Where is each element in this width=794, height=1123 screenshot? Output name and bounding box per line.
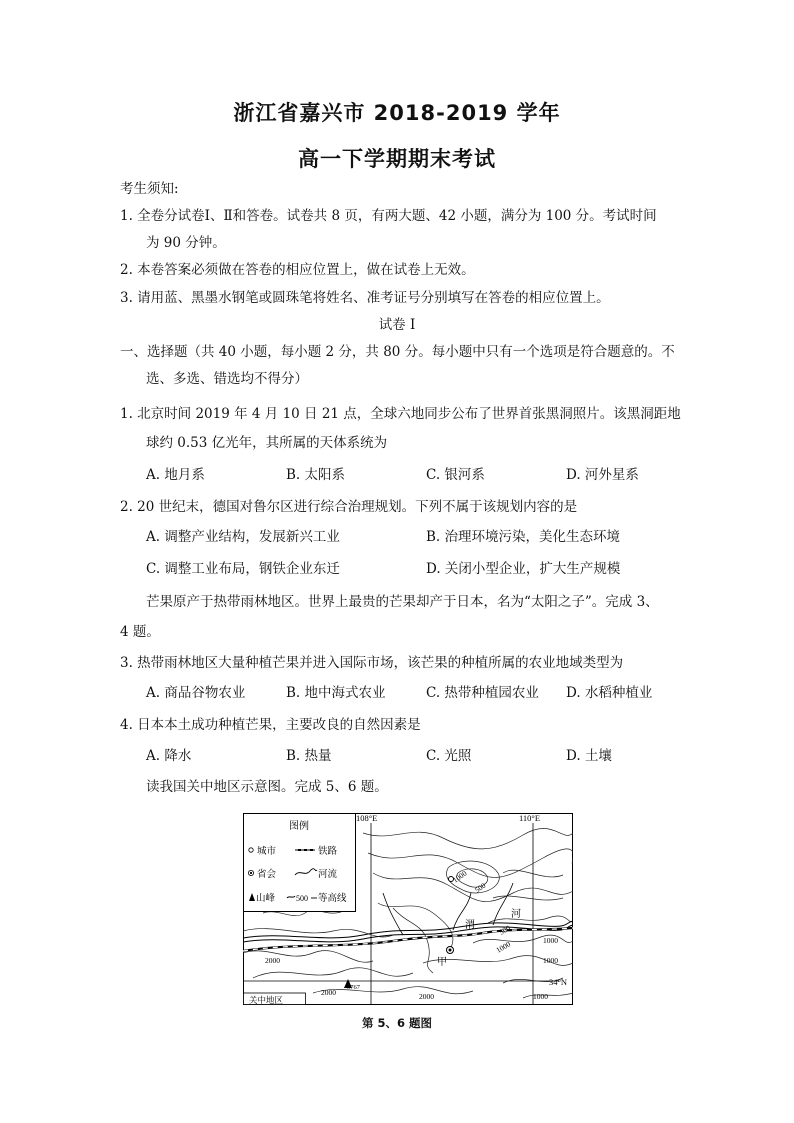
contour-value: 1000 [543, 936, 558, 945]
lat-34-label: 34°N [549, 977, 568, 987]
contour-value: 500 [497, 923, 512, 937]
q3-option-d: D. 水稻种植业 [566, 685, 653, 701]
question-4: 4. 日本本土成功种植芒果，主要改良的自然因素是 [120, 717, 421, 733]
q3-option-b: B. 地中海式农业 [286, 685, 386, 701]
q4-option-d: D. 土壤 [566, 748, 612, 764]
q1-option-a: A. 地月系 [146, 467, 205, 483]
notice-item-2: 2. 本卷答案必须做在答卷的相应位置上，做在试卷上无效。 [120, 262, 475, 278]
lon-108-label: 108°E [356, 813, 378, 823]
question-5-6-stem: 读我国关中地区示意图。完成 5、6 题。 [146, 779, 388, 795]
q2-option-b: B. 治理环境污染，美化生态环境 [426, 529, 621, 545]
legend-capital-label: 省会 [257, 870, 277, 880]
question-3: 3. 热带雨林地区大量种植芒果并进入国际市场，该芒果的种植所属的农业地域类型为 [120, 655, 624, 671]
q3-option-a: A. 商品谷物农业 [146, 685, 246, 701]
question-2: 2. 20 世纪末，德国对鲁尔区进行综合治理规划。下列不属于该规划内容的是 [120, 499, 578, 515]
legend-peak-label: 山峰 [256, 894, 276, 904]
q1-option-c: C. 银河系 [426, 467, 485, 483]
q4-option-b: B. 热量 [286, 748, 332, 764]
contour-value: 1000 [533, 992, 548, 1001]
question-3-4-stem: 芒果原产于热带雨林地区。世界上最贵的芒果却产于日本，名为“太阳之子”。完成 3、 [146, 594, 659, 610]
notice-item-1-cont: 为 90 分钟。 [146, 235, 226, 251]
q2-option-c: C. 调整工业布局，钢铁企业东迁 [146, 561, 340, 577]
lon-110-label: 110°E [519, 813, 541, 823]
river-label-1: 渭 [465, 920, 475, 931]
q1-option-b: B. 太阳系 [286, 467, 346, 483]
legend-river-label: 河流 [318, 870, 338, 880]
exam-title-line1: 浙江省嘉兴市 2018-2019 学年 [233, 101, 561, 125]
section-instructions-cont: 选、多选、错选均不得分） [146, 371, 308, 387]
contour-value: 1000 [494, 939, 512, 955]
contour-value: 2000 [265, 956, 280, 965]
peak-height-label: 3767 [347, 984, 360, 991]
q2-option-a: A. 调整产业结构，发展新兴工业 [146, 529, 340, 545]
question-1: 1. 北京时间 2019 年 4 月 10 日 21 点，全球六地同步公布了世界首张黑洞照片。该黑洞距地 [120, 406, 681, 422]
contour-value: 2000 [419, 992, 434, 1001]
legend-railway-label: 铁路 [318, 847, 338, 857]
question-3-4-stem-cont: 4 题。 [120, 624, 160, 640]
section-instructions: 一、选择题（共 40 小题，每小题 2 分，共 80 分。每小题中只有一个选项是符合题意的。不 [120, 344, 675, 360]
legend-city-label: 城市 [257, 847, 277, 857]
region-label: 关中地区 [249, 995, 284, 1005]
contour-value: 1000 [450, 868, 469, 885]
q1-option-d: D. 河外星系 [566, 467, 639, 483]
notice-item-3: 3. 请用蓝、黑墨水钢笔或圆珠笔将姓名、准考证号分别填写在答卷的相应位置上。 [120, 290, 610, 306]
legend-title: 图例 [289, 821, 309, 832]
legend-contour-value: 500 [296, 894, 308, 903]
q4-option-c: C. 光照 [426, 748, 472, 764]
contour-value: 500 [472, 880, 488, 895]
guanzhong-map [243, 813, 573, 1005]
exam-title-line2: 高一下学期期末考试 [298, 147, 496, 171]
notice-heading: 考生须知: [120, 181, 179, 197]
q4-option-a: A. 降水 [146, 748, 192, 764]
legend-city-icon [249, 848, 253, 852]
q2-option-d: D. 关闭小型企业，扩大生产规模 [426, 561, 621, 577]
figure-caption: 第 5、6 题图 [361, 1016, 432, 1030]
q3-option-c: C. 热带种植园农业 [426, 685, 539, 701]
notice-item-1: 1. 全卷分试卷Ⅰ、Ⅱ和答卷。试卷共 8 页，有两大题、42 小题，满分为 100 分。考试时间 [120, 208, 657, 224]
section-title: 试卷 I [378, 317, 416, 333]
contour-value: 2000 [321, 988, 336, 997]
legend-contour-label: 等高线 [318, 894, 347, 904]
contour-value: 1000 [543, 956, 558, 965]
river-label-2: 河 [511, 909, 521, 920]
point-jia-label: 甲 [437, 957, 447, 968]
question-1-cont: 球约 0.53 亿光年，其所属的天体系统为 [146, 435, 388, 451]
